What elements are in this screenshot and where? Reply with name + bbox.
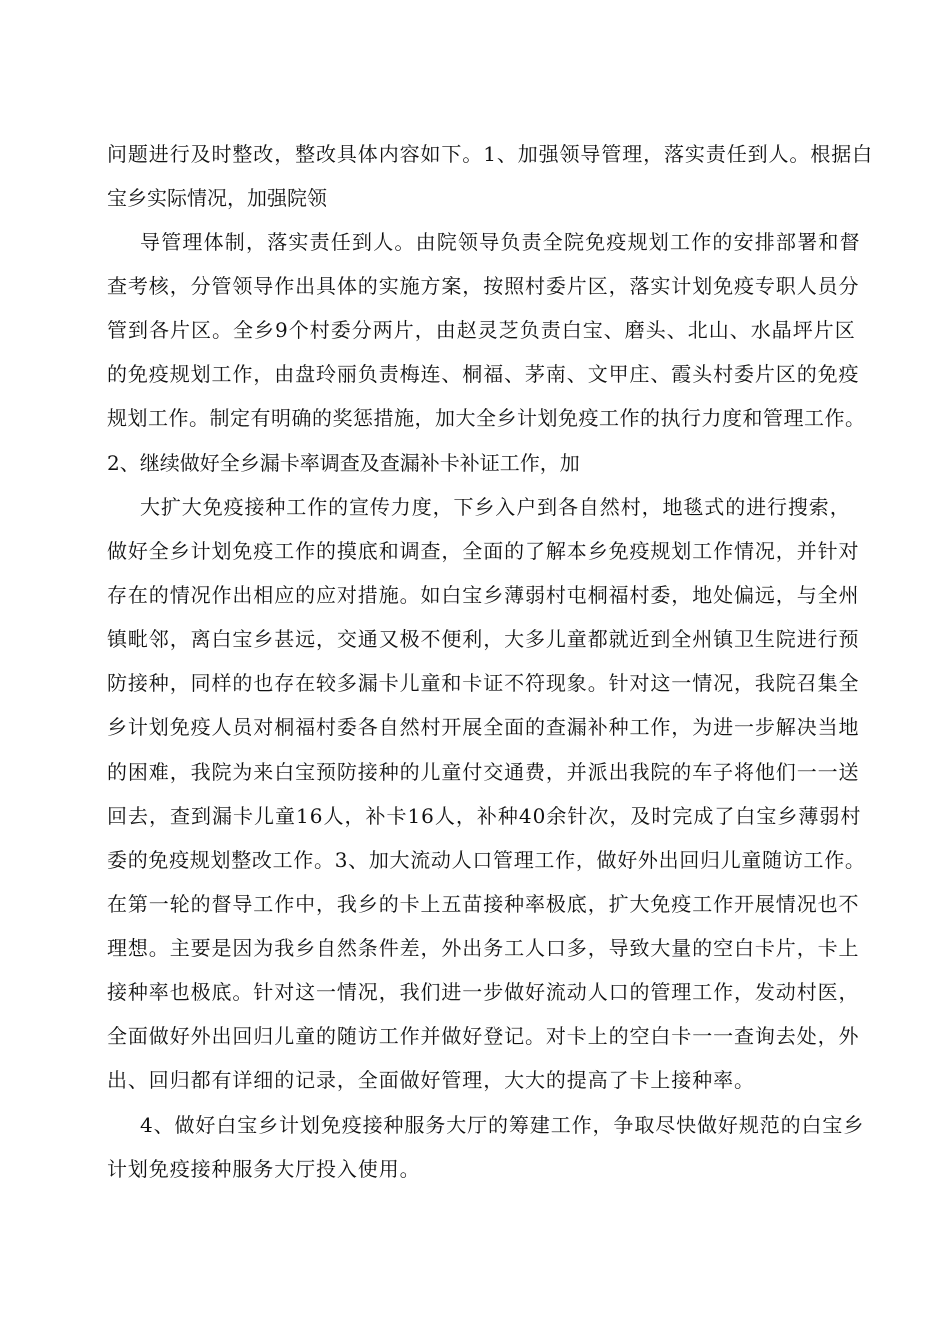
body-line: 在第一轮的督导工作中，我乡的卡上五苗接种率极底，扩大免疫工作开展情况也不 xyxy=(107,892,860,916)
body-line: 导管理体制，落实责任到人。由院领导负责全院免疫规划工作的安排部署和督 xyxy=(140,230,861,254)
body-line: 出、回归都有详细的记录，全面做好管理，大大的提高了卡上接种率。 xyxy=(107,1068,755,1092)
body-line: 委的免疫规划整改工作。3、加大流动人口管理工作，做好外出回归儿童随访工作。 xyxy=(107,848,866,872)
body-line: 管到各片区。全乡9个村委分两片，由赵灵芝负责白宝、磨头、北山、水晶坪片区 xyxy=(107,318,856,342)
body-line: 规划工作。制定有明确的奖惩措施，加大全乡计划免疫工作的执行力度和管理工作。 xyxy=(107,406,866,430)
body-line: 的免疫规划工作，由盘玲丽负责梅连、桐福、茅南、文甲庄、霞头村委片区的免疫 xyxy=(107,362,860,386)
body-line: 4、做好白宝乡计划免疫接种服务大厅的筹建工作，争取尽快做好规范的白宝乡 xyxy=(140,1113,865,1137)
body-line: 查考核，分管领导作出具体的实施方案，按照村委片区，落实计划免疫专职人员分 xyxy=(107,274,860,298)
body-line: 镇毗邻，离白宝乡甚远，交通又极不便利，大多儿童都就近到全州镇卫生院进行预 xyxy=(107,627,860,651)
body-line: 回去，查到漏卡儿童16人，补卡16人，补种40余针次，及时完成了白宝乡薄弱村 xyxy=(107,804,862,828)
body-line: 防接种，同样的也存在较多漏卡儿童和卡证不符现象。针对这一情况，我院召集全 xyxy=(107,671,860,695)
body-line: 宝乡实际情况，加强院领 xyxy=(107,186,327,210)
body-line: 的困难，我院为来白宝预防接种的儿童付交通费，并派出我院的车子将他们一一送 xyxy=(107,760,860,784)
body-line: 乡计划免疫人员对桐福村委各自然村开展全面的查漏补种工作，为进一步解决当地 xyxy=(107,715,860,739)
body-line: 做好全乡计划免疫工作的摸底和调查，全面的了解本乡免疫规划工作情况，并针对 xyxy=(107,539,860,563)
body-line: 存在的情况作出相应的应对措施。如白宝乡薄弱村屯桐福村委，地处偏远，与全州 xyxy=(107,583,860,607)
body-line: 全面做好外出回归儿童的随访工作并做好登记。对卡上的空白卡一一查询去处，外 xyxy=(107,1024,860,1048)
body-line: 2、继续做好全乡漏卡率调查及查漏补卡补证工作，加 xyxy=(107,451,580,475)
body-line: 计划免疫接种服务大厅投入使用。 xyxy=(107,1157,421,1181)
body-line: 大扩大免疫接种工作的宣传力度，下乡入户到各自然村，地毯式的进行搜索， xyxy=(140,495,851,519)
body-line: 接种率也极底。针对这一情况，我们进一步做好流动人口的管理工作，发动村医， xyxy=(107,980,860,1004)
body-line: 问题进行及时整改，整改具体内容如下。1、加强领导管理，落实责任到人。根据白 xyxy=(107,142,874,166)
body-line: 理想。主要是因为我乡自然条件差，外出务工人口多，导致大量的空白卡片，卡上 xyxy=(107,936,860,960)
